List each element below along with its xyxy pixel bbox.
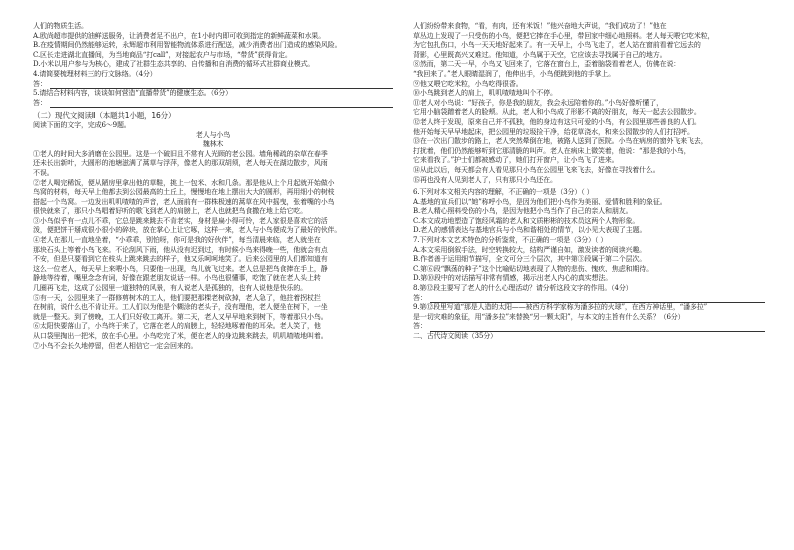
answer-line[interactable] <box>33 80 393 90</box>
answer-label: 答： <box>33 79 47 88</box>
answer-blank[interactable] <box>430 295 765 303</box>
text-line: 5.请结合材料内容，谈谈如何营造“直播带货”的健康生态。（6分） <box>33 89 232 98</box>
text-line: ⑫老人终于发现，原来自己并不孤独，他的身边有这只可爱的小鸟，有公园里那些善良的人们。 <box>413 117 701 126</box>
text-line: 草丛边上发现了一只受伤的小鸟，便把它捧在手心里，带回家中细心地照料。老人每天喂它吃米粒， <box>413 31 715 40</box>
text-line: 7.下列对本文艺术特色的分析鉴赏，不正确的一项是（3分）（ ） <box>413 236 608 245</box>
text-line: B.作者善于运用细节描写，全文可分三个层次，其中第③段属于第二个层次。 <box>413 255 647 264</box>
text-line: ③小鸟似乎有一点儿不乖，它总是跳来跳去不肯老实，身材是扁小得可怜，老人家很是喜欢它的活 <box>33 216 328 225</box>
section-heading: （二）现代文阅读Ⅱ（本题共1小题，16分） <box>33 111 176 121</box>
answer-blank[interactable] <box>50 100 393 108</box>
text-line: 它用小脑袋蹭着老人的脸颊。从此，老人和小鸟成了形影不离的好朋友，每天一起去公园散步。 <box>413 108 701 117</box>
text-line: ⑤有一天，公园里来了一群修剪树木的工人，他们要把那棵老树砍掉，老人急了，他拄着拐杖拦 <box>33 293 321 302</box>
text-line: D.第⑩段中的对话描写非常有情感，揭示出老人内心的真实想法。 <box>413 274 613 283</box>
text-line: 搭起一个鸟窝。一边发出叽叽喳喳的声音，老人面前有一群株极速的蒿草在风中摇曳，张着嘴的小鸟 <box>33 197 335 206</box>
text-line: 就是一整天。到了傍晚，工人们只好收工离开。第二天，老人又早早地来到树下，等着那只小鸟。 <box>33 312 328 321</box>
text-line: 静地等待着，嘴里念念有词，好像在跟老朋友说话一样。小鸟也很懂事，吃饱了就在老人头上转 <box>33 274 321 283</box>
text-line: ①老人的时间大多消磨在公园里。这是一个破旧且不常有人光顾的老公园。墙角稀疏的杂草在春季 <box>33 149 328 158</box>
text-line: ⑪老人对小鸟说：“好孩子，你是我的朋友，我会永远陪着你的。”小鸟好像听懂了， <box>413 98 663 107</box>
text-line: B.老人精心照料受伤的小鸟，是因为他把小鸟当作了自己的亲人和朋友。 <box>413 207 633 216</box>
text-line: 鸟窝的材料，每天早上他都去到公园最高的土丘上，慢慢地在地上摆出大大的圆形，再用细小的树枝 <box>33 188 335 197</box>
text-line: 老人与小鸟 <box>195 130 231 139</box>
text-line: 那块石头上等着小鸟飞来。不论刮风下雨，他从没有迟到过，有时候小鸟来得晚一些，他就会有点 <box>33 245 328 254</box>
text-line: ②老人喝完稀饭，便从陋房里拿出他的草鞋，挑上一包米、水和几条。那是他从上个月起就开始做小 <box>33 178 335 187</box>
text-line: ⑧然而，第二天一早，小鸟又飞回来了，它落在窗台上，歪着脑袋看着老人，仿佛在说： <box>413 60 681 69</box>
answer-line[interactable] <box>413 322 765 332</box>
answer-label: 答： <box>413 293 427 302</box>
answer-blank[interactable] <box>50 81 393 89</box>
text-line: 是一切灾难的象征，用“潘多拉”来替换“另一颗太阳”，与本文的主旨有什么关系？（6分） <box>413 312 685 321</box>
text-line: ⑥太阳快要落山了，小鸟终于来了，它落在老人的肩膀上，轻轻地啄着他的耳朵。老人笑了，他 <box>33 322 321 331</box>
text-line: 还未长出新叶，大圆形的池塘滋满了蒿草与浮萍，像老人的那双胡须，老人每天在湖边散步，风雨 <box>33 159 328 168</box>
text-line: C.区长走进湖北直播间，为当地商品“打call”，对接起农户与市场，“带货”获得肯定。 <box>33 50 292 59</box>
text-line: 从口袋里掏出一把米，放在手心里。小鸟吃完了米，便在老人的身边跳来跳去，叽叽喳喳地叫着。 <box>33 332 328 340</box>
text-line: 4.请简要梳理材料三的行文脉络。（4分） <box>33 69 157 78</box>
text-line: 背影，心里既高兴又难过。他知道，小鸟属于天空，它应该去寻找属于自己的地方。 <box>413 50 667 59</box>
text-line: A.基地的宣兵们以“她”称呼小鸟，是因为他们把小鸟作为美丽、爱情和胜利的象征。 <box>413 197 667 206</box>
text-line: ⑦小鸟不会长久地停留，但老人相信它一定会回来的。 <box>33 341 198 350</box>
right-column <box>413 22 765 342</box>
text-line: 很快就来了，那只小鸟唱着好听的歌飞到老人的肩膀上，老人也就把鸟食撒在地上给它吃。 <box>33 207 307 216</box>
text-line: C.第⑥段“飘荡的种子”这个比喻贴切地表现了人物的悲伤、愧疚、焦虑和期待。 <box>413 264 653 273</box>
text-line: 泼，便把饼干掰成很小很小的碎块，放在掌心上让它啄，这样一来，老人与小鸟便成为了最好的伙伴。 <box>33 226 342 235</box>
text-line: 6.下列对本文相关内容的理解，不正确的一项是（3分）（ ） <box>413 188 594 197</box>
text-line: C.本文成功地塑造了饱经风霜的老人和文质彬彬的技术员这两个人物形象。 <box>413 216 640 225</box>
text-line: ⑭从此以后，每天都会有人看见那只小鸟在公园里飞来飞去，好像在寻找着什么。 <box>413 165 660 174</box>
text-line: 打扰着，他们仍然能够听到它那清脆的叫声。老人在病床上微笑着，他说：“那是我的小鸟， <box>413 146 691 155</box>
answer-blank[interactable] <box>430 324 765 332</box>
text-line: 它来看我了。”护士们都被感动了，她们打开窗户，让小鸟飞了进来。 <box>413 156 619 165</box>
answer-label: 答： <box>33 98 47 107</box>
text-line: 9.第⑫段里写道“那是人造的太阳——被西方科学家称为潘多拉的火球”，在西方神话里，“潘多拉” <box>413 303 708 312</box>
text-line: 不误。 <box>33 168 54 177</box>
text-line: ⑩小鸟跳到老人的肩上，叽叽喳喳地叫个不停。 <box>413 89 557 98</box>
text-line: D.小米以用户参与为核心，建成了社群生态共享的、自传播和自消费的循环式社群商业模式。 <box>33 60 315 69</box>
text-line: 在树前，说什么也不肯让开。工人们以为他是个糊涂的老头子，没有理他，老人便坐在树下，一坐 <box>33 303 328 312</box>
text-line: D.老人的感情表达与基地官兵与小鸟和谐相处的情节，以小见大表现了主题。 <box>413 226 647 235</box>
text-line: ⑮再也没有人见到老人了，只有那只小鸟还在。 <box>413 175 557 184</box>
text-line: 8.第⑫段主要写了老人的什么心理活动？请分析这段文字的作用。（4分） <box>413 284 633 293</box>
left-column <box>33 22 393 351</box>
text-line: ④老人在那儿一直地坐着，“小乖乖，别怕呀，你可是我的好伙伴”，每当清晨来临，老人就坐在 <box>33 236 321 245</box>
text-line: 不安，但是只要看到它在枝头上跳来跳去的样子，他又乐呵呵地笑了。后来公园里的人们都知道有 <box>33 255 328 264</box>
text-line: ⑨他又喂它吃米粒，小鸟吃得很香。 <box>413 79 523 88</box>
text-line: 人们的物质生活。 <box>33 22 88 30</box>
text-line: 几圈再飞走，这成了公园里一道独特的风景，有人说老人是孤独的，也有人说他是快乐的。 <box>33 284 307 293</box>
text-line: A.本文采用倒叙手法，时空转换较大，结构严谨自如，激发读者的阅读兴趣。 <box>413 245 647 254</box>
text-line: “我回来了。”老人眼睛湿润了，他伸出手，小鸟便跳到他的手掌上。 <box>413 69 616 78</box>
text-line: 二、古代诗文阅读（35分） <box>413 332 497 340</box>
text-line: 他开始每天早早地起床，把公园里的垃圾捡干净，给花草浇水，和来公园散步的人们打招呼。 <box>413 127 694 136</box>
text-line: 为它包扎伤口，小鸟一天天地好起来了。有一天早上，小鸟飞走了，老人站在窗前看着它远去的 <box>413 41 701 50</box>
text-line: B.在疫情期间仍然能够运转，永辉超市利用智能物流体系进行配送，减少消费者出门造成的感染风险。 <box>33 41 342 50</box>
text-line: 这么一位老人，每天早上来喂小鸟，只要他一出现，鸟儿就飞过来。老人总是把鸟食捧在手上，静 <box>33 264 328 273</box>
text-line: ⑬在一次出门散步的路上，老人突然晕倒在地，被路人送到了医院。小鸟在病房的窗外飞来飞去， <box>413 137 708 146</box>
text-line: 阅读下面的文字，完成6～9题。 <box>33 120 131 129</box>
text-line: 人们纷纷带来食物，“看，有肉，还有米饭！”他兴奋地大声说，“我们成功了！”他在 <box>413 22 667 30</box>
answer-label: 答： <box>413 322 427 331</box>
answer-line[interactable] <box>413 294 765 304</box>
text-line: 魏林木 <box>202 140 224 149</box>
answer-line[interactable] <box>33 99 393 109</box>
text-line: A.欧尚超市提供的油鲜送服务，让消费者足不出户，在1小时内即可收到指定的新鲜蔬菜和水果。 <box>33 31 326 40</box>
